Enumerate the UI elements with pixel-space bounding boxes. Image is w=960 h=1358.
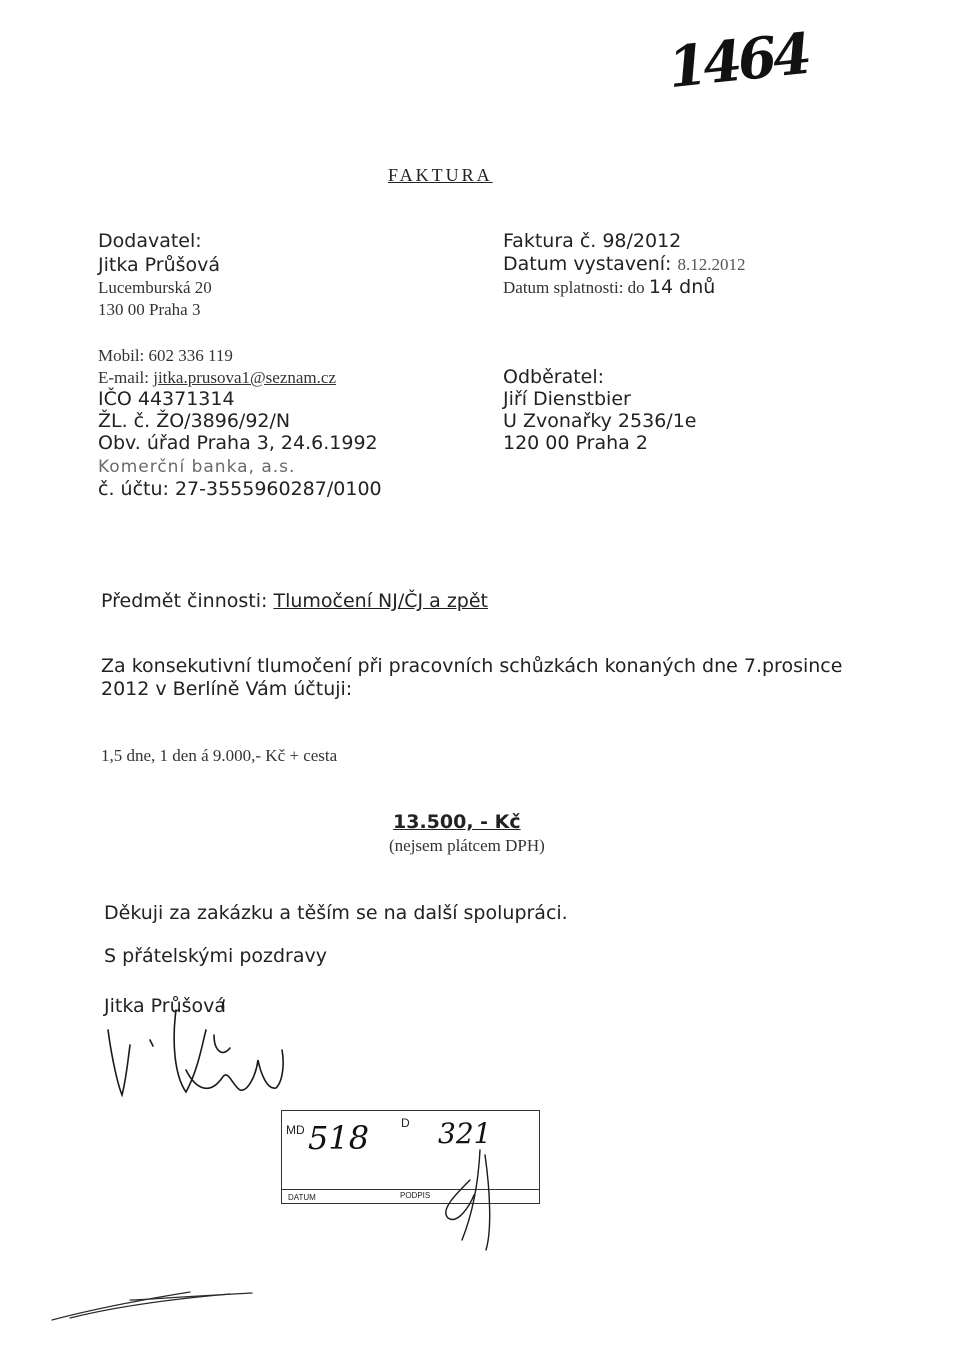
handwritten-number: 1464 <box>664 20 811 102</box>
document-title: FAKTURA <box>388 165 493 185</box>
supplier-street: Lucemburská 20 <box>98 278 212 297</box>
stamp-md-value: 518 <box>308 1119 370 1157</box>
calculation-line: 1,5 dne, 1 den á 9.000,- Kč + cesta <box>101 746 338 765</box>
description-line-1: Za konsekutivní tlumočení při pracovních schůzkách konaných dne 7.prosince <box>101 655 843 677</box>
customer-street: U Zvonařky 2536/1e <box>503 410 697 432</box>
supplier-city: 130 00 Praha 3 <box>98 300 201 319</box>
supplier-account: č. účtu: 27-3555960287/0100 <box>98 478 382 500</box>
due-label: Datum splatnosti: do <box>503 278 649 297</box>
supplier-mobile: Mobil: 602 336 119 <box>98 346 233 365</box>
greeting-line: S přátelskými pozdravy <box>104 945 327 967</box>
email-prefix: E-mail: <box>98 368 154 387</box>
signature-name: Jitka Průšová <box>104 995 227 1017</box>
description-line-2: 2012 v Berlíně Vám účtuji: <box>101 678 353 700</box>
thanks-line: Děkuji za zakázku a těším se na další spolupráci. <box>104 902 568 924</box>
stamp-d-value: 321 <box>438 1117 492 1150</box>
total-amount: 13.500, - Kč <box>393 811 521 833</box>
stamp-d-label: D <box>401 1116 410 1130</box>
stamp-sign-label: PODPIS <box>400 1191 431 1200</box>
subject-label: Předmět činnosti: <box>101 590 274 612</box>
supplier-zl: ŽL. č. ŽO/3896/92/N <box>98 410 291 432</box>
issue-label: Datum vystavení: <box>503 253 678 275</box>
supplier-label: Dodavatel: <box>98 230 202 252</box>
stamp-md-label: MD <box>286 1123 305 1137</box>
issue-date: 8.12.2012 <box>677 255 746 274</box>
customer-name: Jiří Dienstbier <box>503 388 631 410</box>
customer-city: 120 00 Praha 2 <box>503 432 648 454</box>
due-value: 14 dnů <box>648 276 716 298</box>
supplier-ico: IČO 44371314 <box>98 388 235 410</box>
stamp-date-label: DATUM <box>288 1193 316 1202</box>
customer-label: Odběratel: <box>503 366 605 388</box>
email-link[interactable]: jitka.prusova1@seznam.cz <box>153 368 336 387</box>
invoice-number: Faktura č. 98/2012 <box>503 230 682 252</box>
supplier-bank: Komerční banka, a.s. <box>98 457 296 477</box>
supplier-name: Jitka Průšová <box>98 254 221 276</box>
supplier-office: Obv. úřad Praha 3, 24.6.1992 <box>98 432 378 454</box>
vat-note: (nejsem plátcem DPH) <box>389 836 545 855</box>
subject-value: Tlumočení NJ/ČJ a zpět <box>273 590 489 612</box>
